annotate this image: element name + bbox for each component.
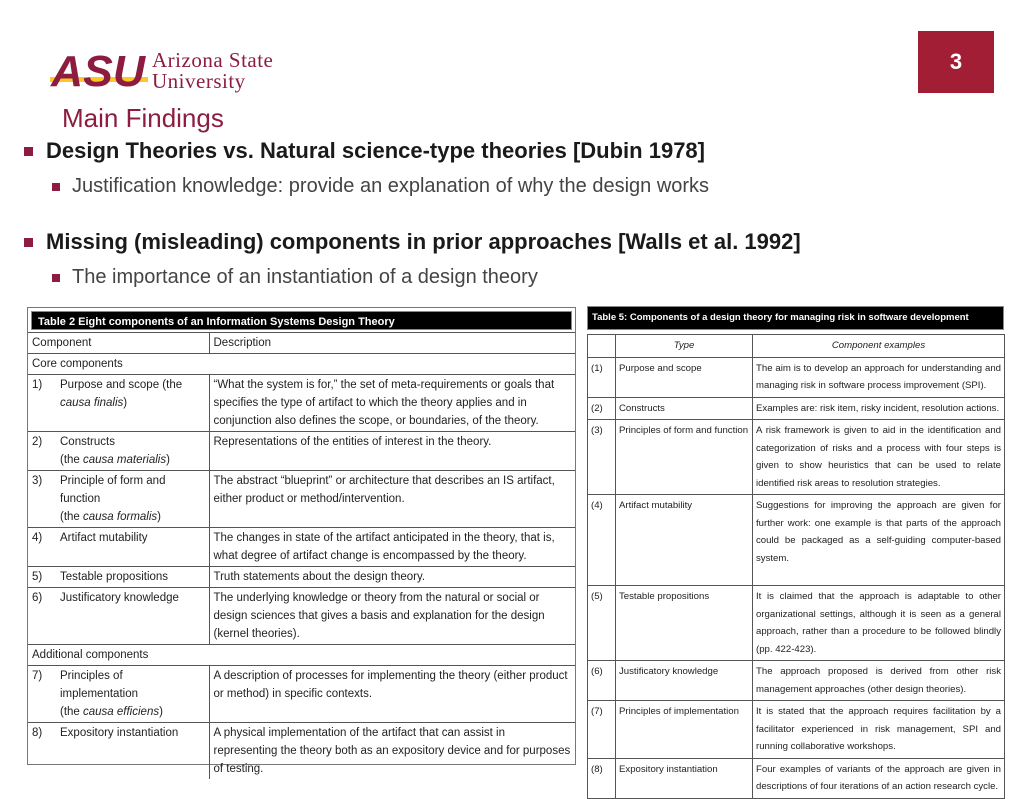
section-row [28, 354, 575, 375]
row-type: Justificatory knowledge [616, 661, 753, 701]
table-5-caption: Table 5: Components of a design theory for managing risk in software development [587, 306, 1004, 330]
row-prefix: (the [60, 454, 84, 466]
row-example: Examples are: risk item, risky incident, resolution actions. [753, 397, 1005, 420]
row-suffix: ) [123, 397, 128, 409]
row-latin: causa finalis [60, 397, 124, 409]
table-row [28, 723, 575, 780]
row-num: 2) [32, 436, 43, 448]
table-row [588, 495, 1005, 586]
table-row [588, 661, 1005, 701]
table-row [28, 375, 575, 432]
table-5-risk-components [587, 306, 1007, 792]
table-row [588, 420, 1005, 495]
row-num: 6) [32, 592, 43, 604]
bullet-square-icon [24, 238, 33, 247]
table-row [588, 586, 1005, 661]
row-name: Purpose and scope (the [60, 379, 183, 391]
row-desc: A physical implementation of the artifact that can assist in representing the theory both as an expository device and for purposes of testing. [209, 723, 575, 780]
bullet-justification [52, 175, 709, 198]
table-2-caption: Table 2 Eight components of an Information Systems Design Theory [31, 311, 572, 330]
table-row [588, 357, 1005, 397]
table-row [28, 528, 575, 567]
asu-logo-mark [50, 48, 148, 94]
header-examples: Component examples [753, 335, 1005, 358]
table-header-row [28, 333, 575, 354]
row-suffix: ) [166, 454, 170, 466]
row-name: Testable propositions [60, 571, 169, 583]
bullet-text: Design Theories vs. Natural science-type theories [Dubin 1978] [46, 138, 705, 163]
row-example: Four examples of variants of the approach are given in descriptions of four iterations of an action research cycle. [753, 758, 1005, 798]
row-num: (5) [588, 586, 616, 661]
section-core: Core components [28, 354, 575, 375]
row-prefix: (the [60, 511, 84, 523]
table-row [28, 588, 575, 645]
row-suffix: ) [159, 706, 163, 718]
bullet-square-icon [52, 183, 60, 191]
table-row [28, 666, 575, 723]
row-desc: A description of processes for implementing the theory (either product or method) in specific contexts. [209, 666, 575, 723]
row-latin: causa materialis [83, 454, 167, 466]
row-type: Testable propositions [616, 586, 753, 661]
bullet-missing-components [24, 229, 801, 255]
row-example: It is stated that the approach requires facilitation by a facilitator experienced in risk management, SPI and running collaborative workshops. [753, 701, 1005, 759]
row-num: (4) [588, 495, 616, 586]
row-type: Principles of form and function [616, 420, 753, 495]
bullet-text: Missing (misleading) components in prior approaches [Walls et al. 1992] [46, 229, 801, 254]
row-type: Constructs [616, 397, 753, 420]
row-name: Expository instantiation [60, 727, 179, 739]
row-num: 5) [32, 571, 43, 583]
section-row [28, 645, 575, 666]
section-additional: Additional components [28, 645, 575, 666]
row-num: (8) [588, 758, 616, 798]
row-desc: Truth statements about the design theory. [209, 567, 575, 588]
row-num: 3) [32, 475, 43, 487]
bullet-square-icon [52, 274, 60, 282]
table-row [588, 758, 1005, 798]
row-example: A risk framework is given to aid in the identification and categorization of risks and a process with four steps is given to show heuristics that can be used to relate identified risk areas to resolution strategies. [753, 420, 1005, 495]
table-row [28, 471, 575, 528]
row-num: 8) [32, 727, 43, 739]
slide-number: 3 [918, 31, 994, 93]
header-num [588, 335, 616, 358]
bullet-square-icon [24, 147, 33, 156]
table-row [28, 567, 575, 588]
bullet-design-theories [24, 138, 705, 164]
bullet-text: The importance of an instantiation of a design theory [72, 266, 538, 288]
row-example: The approach proposed is derived from other risk management approaches (other design theories). [753, 661, 1005, 701]
row-example: The aim is to develop an approach for understanding and managing risk in software process improvement (SPI). [753, 357, 1005, 397]
row-prefix: (the [60, 706, 84, 718]
table-row [588, 701, 1005, 759]
svg-text:ASU: ASU [49, 47, 147, 96]
row-num: 4) [32, 532, 43, 544]
logo-line-1: Arizona State [152, 48, 274, 72]
row-num: (3) [588, 420, 616, 495]
slide-title: Main Findings [62, 103, 224, 133]
row-desc: The changes in state of the artifact anticipated in the theory, that is, what degree of artifact change is encompassed by the theory. [209, 528, 575, 567]
row-name: Artifact mutability [60, 532, 148, 544]
bullet-text: Justification knowledge: provide an explanation of why the design works [72, 175, 710, 197]
row-example: Suggestions for improving the approach are given for further work: one example is that parts of the approach could be packaged as a self-guiding computer-based system. [753, 495, 1005, 586]
row-name: Justificatory knowledge [60, 592, 179, 604]
header-component: Component [28, 333, 209, 354]
row-num: (2) [588, 397, 616, 420]
row-type: Artifact mutability [616, 495, 753, 586]
table-row [588, 397, 1005, 420]
table-header-row [588, 335, 1005, 358]
row-type: Expository instantiation [616, 758, 753, 798]
table-row [28, 432, 575, 471]
row-desc: The underlying knowledge or theory from the natural or social or design sciences that gives a basis and explanation for the design (kernel theories). [209, 588, 575, 645]
row-num: (1) [588, 357, 616, 397]
header-type: Type [616, 335, 753, 358]
header-description: Description [209, 333, 575, 354]
row-num: (6) [588, 661, 616, 701]
row-name: Constructs [60, 436, 115, 448]
row-type: Principles of implementation [616, 701, 753, 759]
row-name: Principles of implementation [60, 670, 138, 700]
row-desc: The abstract “blueprint” or architecture that describes an IS artifact, either product or method/intervention. [209, 471, 575, 528]
row-name: Principle of form and function [60, 475, 166, 505]
row-num: 1) [32, 379, 43, 391]
row-latin: causa efficiens [83, 706, 160, 718]
row-type: Purpose and scope [616, 357, 753, 397]
row-latin: causa formalis [83, 511, 158, 523]
row-desc: “What the system is for,” the set of meta-requirements or goals that specifies the type of artifact to which the theory applies and in conjunction also defines the scope, or boundaries, of the theory. [209, 375, 575, 432]
row-suffix: ) [157, 511, 161, 523]
logo-line-2: University [152, 69, 246, 93]
asu-logo [50, 46, 273, 96]
row-desc: Representations of the entities of interest in the theory. [209, 432, 575, 471]
table-2-components [27, 307, 576, 775]
row-num: (7) [588, 701, 616, 759]
bullet-instantiation [52, 266, 538, 289]
row-example: It is claimed that the approach is adaptable to other organizational settings, although it is seen as a general approach, rather than a procedure to be followed blindly (pp. 422-423). [753, 586, 1005, 661]
row-num: 7) [32, 670, 43, 682]
